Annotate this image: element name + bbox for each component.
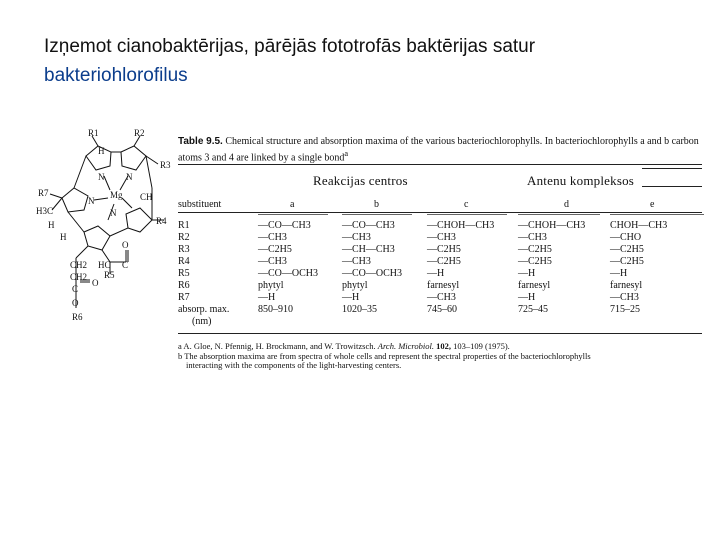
- cell-c: —C2H5: [427, 256, 461, 267]
- table-row: [178, 232, 704, 244]
- cell-e: —CHO: [610, 232, 642, 243]
- table-rule-top-short: [642, 168, 702, 169]
- cell-e: farnesyl: [610, 280, 643, 291]
- table-caption: [178, 136, 704, 164]
- cell-d: farnesyl: [518, 280, 551, 291]
- table-header-row: [178, 199, 704, 211]
- cell-c: 745–60: [427, 304, 457, 315]
- row-label: (nm): [192, 316, 212, 327]
- table-row: [178, 304, 704, 316]
- cell-e: 715–25: [610, 304, 640, 315]
- cell-b: —CH3: [342, 256, 371, 267]
- row-label: R7: [178, 292, 190, 303]
- textbook-figure: [36, 128, 706, 378]
- cell-c: —CH3: [427, 292, 456, 303]
- slide-title-keyword: bakteriohlorofilus: [44, 65, 188, 86]
- mol-label-r5: R5: [104, 270, 115, 280]
- mol-label-r1: R1: [88, 128, 99, 138]
- cell-a: —CH3: [258, 256, 287, 267]
- col-group-c: [427, 214, 507, 219]
- cell-a: —H: [258, 292, 276, 303]
- mol-label-h-lower: H: [60, 232, 67, 242]
- cell-d: —H: [518, 292, 536, 303]
- cell-a: —CO—CH3: [258, 220, 311, 231]
- cell-e: —C2H5: [610, 244, 644, 255]
- header-b: b: [374, 199, 379, 210]
- table-row: [178, 280, 704, 292]
- mol-label-n3: N: [88, 196, 95, 206]
- table-row: [178, 268, 704, 280]
- col-group-d: [518, 214, 600, 219]
- mol-label-ch2-a: CH2: [70, 260, 88, 270]
- mol-label-r2: R2: [134, 128, 145, 138]
- table-rule-header: [178, 212, 702, 213]
- col-group-e: [610, 214, 704, 219]
- cell-a: —C2H5: [258, 244, 292, 255]
- cell-b: —CO—OCH3: [342, 268, 403, 279]
- cell-a: —CH3: [258, 232, 287, 243]
- header-e: e: [650, 199, 655, 210]
- footnote-b-line2: interacting with the components of the light-harvesting centers.: [186, 360, 402, 371]
- row-label: R2: [178, 232, 190, 243]
- cell-c: —H: [427, 268, 445, 279]
- footnote-b-line1: b The absorption maxima are from spectra of whole cells and represent the spectral properties of the bacteriochlorophylls: [178, 350, 591, 361]
- mol-label-mg: Mg: [110, 190, 123, 200]
- mol-label-o2: O: [122, 240, 129, 250]
- cell-b: —CH3: [342, 232, 371, 243]
- footnote-a-volume: 102,: [436, 341, 452, 351]
- footnote-a-journal: Arch. Microbiol.: [377, 341, 435, 351]
- mol-label-r3: R3: [160, 160, 171, 170]
- mol-label-h3c: H3C: [36, 206, 54, 216]
- table-caption-text: Chemical structure and absorption maxima of the various bacteriochlorophylls. In bacteriochlorophylls a and b carbon atoms 3 and 4 are linked by a single bond: [178, 136, 699, 164]
- table-footnotes: [178, 342, 704, 371]
- cell-e: —H: [610, 268, 628, 279]
- cell-c: —CHOH—CH3: [427, 220, 495, 231]
- cell-b: phytyl: [342, 280, 368, 291]
- mol-label-ch2-b: CH2: [70, 272, 88, 282]
- cell-d: —C2H5: [518, 256, 552, 267]
- table-rule-mid-short: [642, 186, 702, 187]
- cell-e: —C2H5: [610, 256, 644, 267]
- row-label: R3: [178, 244, 190, 255]
- cell-d: 725–45: [518, 304, 548, 315]
- mol-label-ch: CH: [140, 192, 153, 202]
- cell-e: CHOH—CH3: [610, 220, 668, 231]
- cell-d: —CH3: [518, 232, 547, 243]
- header-c: c: [464, 199, 469, 210]
- table-row: [178, 256, 704, 268]
- slide-title-line1: Izņemot cianobaktērijas, pārējās fototrofās baktērijas satur: [44, 36, 536, 57]
- table-rule-top: [178, 164, 702, 165]
- cell-a: 850–910: [258, 304, 293, 315]
- mol-label-n1: N: [98, 172, 105, 182]
- table-rule-bottom: [178, 333, 702, 334]
- mol-label-hc: HC: [98, 260, 111, 270]
- header-substituent: substituent: [178, 199, 222, 210]
- cell-e: —CH3: [610, 292, 639, 303]
- table-row: [178, 220, 704, 232]
- footnote-a-pages: 103–109 (1975).: [453, 341, 510, 351]
- table-row: [178, 292, 704, 304]
- mol-label-h-left: H: [48, 220, 55, 230]
- reaction-centers-label: Reakcijas centros: [310, 173, 411, 189]
- mol-label-h-top: H: [98, 146, 105, 156]
- col-group-a: [258, 214, 328, 219]
- row-label: R1: [178, 220, 190, 231]
- mol-label-r4: R4: [156, 216, 167, 226]
- bacteriochlorophyll-structure: [36, 128, 176, 323]
- cell-a: phytyl: [258, 280, 284, 291]
- row-label: absorp. max.: [178, 304, 230, 315]
- row-label: R6: [178, 280, 190, 291]
- cell-d: —C2H5: [518, 244, 552, 255]
- cell-b: —CO—CH3: [342, 220, 395, 231]
- mol-label-o1: O: [92, 278, 99, 288]
- cell-d: —H: [518, 268, 536, 279]
- cell-b: 1020–35: [342, 304, 377, 315]
- mol-label-c2: C: [122, 260, 129, 270]
- cell-c: —C2H5: [427, 244, 461, 255]
- cell-a: —CO—OCH3: [258, 268, 319, 279]
- cell-b: —CH—CH3: [342, 244, 395, 255]
- mol-label-r7: R7: [38, 188, 49, 198]
- row-label: R4: [178, 256, 190, 267]
- mol-label-n4: N: [110, 208, 117, 218]
- cell-c: —CH3: [427, 232, 456, 243]
- cell-c: farnesyl: [427, 280, 460, 291]
- mol-label-c1: C: [72, 284, 79, 294]
- mol-label-r6: R6: [72, 312, 83, 322]
- table-label: Table 9.5.: [178, 136, 223, 147]
- header-d: d: [564, 199, 569, 210]
- antenna-complexes-label: Antenu kompleksos: [524, 173, 637, 189]
- cell-b: —H: [342, 292, 360, 303]
- row-label: R5: [178, 268, 190, 279]
- footnote-a-authors: a A. Gloe, N. Pfennig, H. Brockmann, and W. Trowitzsch.: [178, 341, 376, 351]
- table-row: [178, 316, 704, 328]
- mol-label-o3: O: [72, 298, 79, 308]
- cell-d: —CHOH—CH3: [518, 220, 586, 231]
- mol-label-n2: N: [126, 172, 133, 182]
- col-group-b: [342, 214, 412, 219]
- header-a: a: [290, 199, 295, 210]
- table-row: [178, 244, 704, 256]
- table-caption-marker: a: [344, 149, 349, 158]
- slide-title: [44, 32, 694, 90]
